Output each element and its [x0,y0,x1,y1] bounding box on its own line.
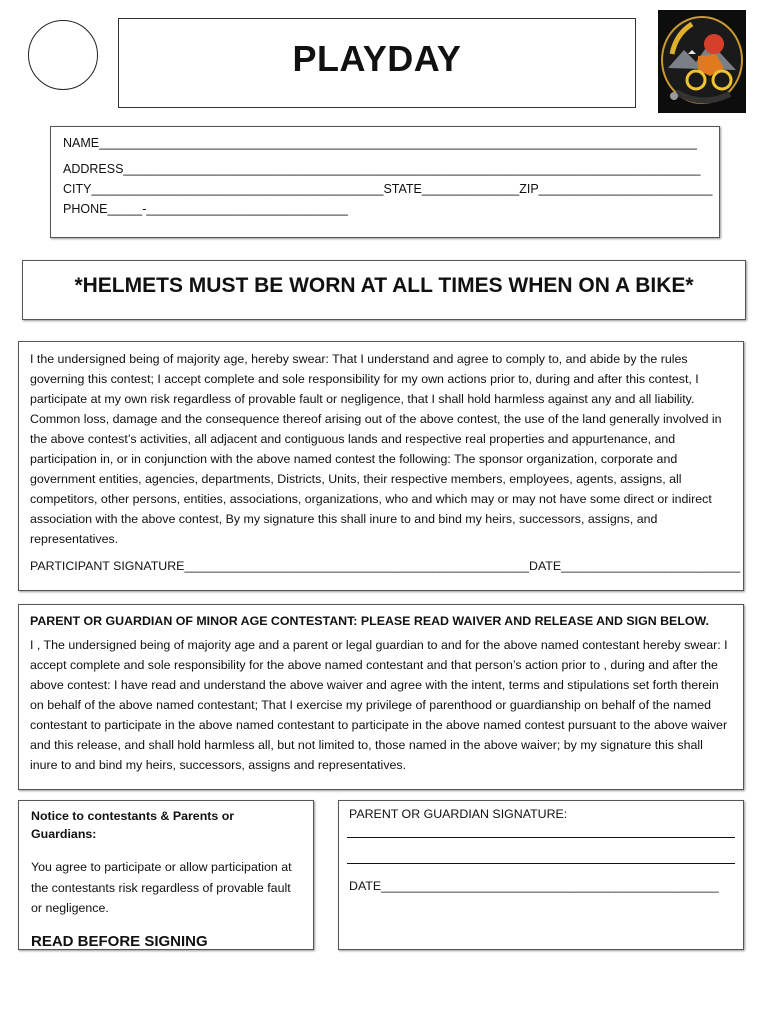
guardian-box [18,604,744,790]
page-title: PLAYDAY [292,38,462,79]
city-state-zip-field[interactable]: CITY__________________________________________STATE______________ZIP_________________________ [63,182,713,196]
address-field[interactable]: ADDRESS___________________________________________________________________________________ [63,162,701,176]
logo-graphic [658,10,746,113]
club-logo [658,10,746,113]
participant-signature-line[interactable]: PARTICIPANT SIGNATURE__________________________________________________DATE__________________________ [30,559,741,573]
name-field[interactable]: NAME______________________________________________________________________________________ [63,136,697,150]
parent-date-field[interactable]: DATE_________________________________________________ [349,879,719,893]
waiver-box [18,341,744,591]
read-before-signing: READ BEFORE SIGNING [31,932,208,950]
phone-field[interactable]: PHONE_____-_____________________________ [63,202,348,216]
waiver-text: I the undersigned being of majority age, hereby swear: That I understand and agree to comply to, and abide by the rules governing this contest; I accept complete and sole responsibility for my own actions prior to, during and after this contest, I participate at my own risk regardless of provable fault or negligence, that I shall hold harmless against any and all liability. Common loss, damage and the consequence thereof arising out of the above contest, the use of the land generally involved in the above contest’s activities, all adjacent and contiguous lands and respective real properties and appurtenance, and participation in, or in conjunction with the above named contest the following: The sponsor organization, corporate and government entities, agencies, departments, Districts, Units, their respective members, employees, agents, assigns, all competitors, other persons, entities, associations, organizations, who and which may or may not have some direct or indirect association with the above contest, By my signature this shall inure to and bind my heirs, successors, assigns, and representatives. [30,352,722,546]
guardian-heading: PARENT OR GUARDIAN OF MINOR AGE CONTESTANT: PLEASE READ WAIVER AND RELEASE AND SIGN BELOW. [30,614,709,628]
helmet-notice-box [22,260,746,320]
notice-text: You agree to participate or allow participation at the contestants risk regardless of provable fault or negligence. [31,860,292,915]
notice-heading: Notice to contestants & Parents or Guardians: [31,809,235,841]
photo-circle [28,20,98,90]
parent-signature-box [338,800,744,950]
notice-box [18,800,314,950]
contact-info-box [50,126,720,238]
title-box [118,18,636,108]
parent-signature-line-2[interactable] [347,863,735,864]
guardian-text: I , The undersigned being of majority age and a parent or legal guardian to and for the above named contestant hereby swear: I accept complete and sole responsibility for the above named contestant and that person’s action prior to , during and after the above contest: I have read and understand the above waiver and agree with the intent, terms and stipulations set forth therein on behalf of the above named contestant; That I exercise my privilege of parenthood or guardianship on behalf of the named contestant to participate in the above named contestant to participate in the above named contest pursuant to the above waiver and this release, and shall hold harmless all, but not limited to, those named in the above waiver; by my signature this shall inure to and bind my heirs, successors, assigns and representatives. [30,638,728,772]
parent-signature-label: PARENT OR GUARDIAN SIGNATURE: [349,807,568,821]
helmet-notice: *HELMETS MUST BE WORN AT ALL TIMES WHEN ON A BIKE* [74,274,694,297]
parent-signature-line[interactable] [347,837,735,838]
